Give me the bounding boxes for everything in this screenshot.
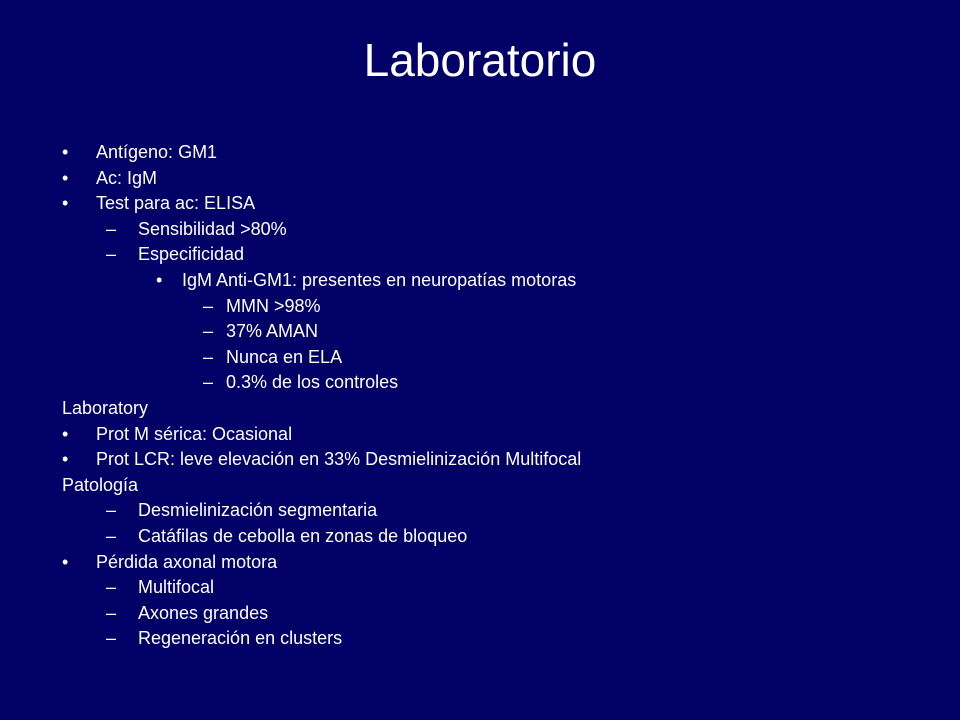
- level4-bullet-text: MMN >98%: [226, 295, 321, 316]
- dash-marker: –: [106, 628, 117, 649]
- dash-marker: –: [106, 526, 117, 546]
- bullet-text: Prot LCR: leve elevación en 33% Desmielinización Multifocal: [96, 449, 582, 470]
- bullet-text: Test para ac: ELISA: [96, 193, 256, 214]
- section-label: Laboratory: [62, 398, 149, 418]
- level4-bullet-text: 0.3% de los controles: [226, 372, 399, 393]
- sub-bullet-text: Desmielinización segmentaria: [138, 500, 378, 521]
- bullet-marker: •: [62, 193, 69, 214]
- bullet-marker: •: [62, 142, 69, 162]
- level4-bullet-text: Nunca en ELA: [226, 346, 343, 367]
- dash-marker: –: [203, 321, 214, 342]
- sub-bullet-text: Axones grandes: [138, 602, 269, 623]
- bullet-marker: •: [62, 449, 69, 470]
- level3-bullet-text: IgM Anti-GM1: presentes en neuropatías motoras: [182, 270, 577, 290]
- bullet-marker: •: [62, 423, 69, 444]
- bullet-marker: •: [62, 551, 69, 572]
- sub-bullet-text: Especificidad: [138, 244, 245, 265]
- slide-title: Laboratorio: [363, 34, 597, 86]
- bullet-text: Pérdida axonal motora: [96, 551, 278, 572]
- dash-marker: –: [106, 577, 117, 598]
- level4-bullet-text: 37% AMAN: [226, 321, 319, 342]
- sub-bullet-text: Multifocal: [138, 577, 215, 598]
- bullet-text: Ac: IgM: [96, 167, 158, 188]
- dash-marker: –: [106, 244, 117, 265]
- bullet-text: Prot M sérica: Ocasional: [96, 423, 293, 444]
- sub-bullet-text: Regeneración en clusters: [138, 628, 343, 649]
- dash-marker: –: [203, 295, 214, 316]
- bullet-marker: •: [62, 167, 69, 188]
- section-label: Patología: [62, 474, 139, 495]
- bullet-text: Antígeno: GM1: [96, 142, 218, 162]
- bullet-marker: •: [156, 270, 163, 290]
- dash-marker: –: [106, 218, 117, 239]
- dash-marker: –: [106, 602, 117, 623]
- dash-marker: –: [203, 346, 214, 367]
- dash-marker: –: [106, 500, 117, 521]
- dash-marker: –: [203, 372, 214, 393]
- sub-bullet-text: Sensibilidad >80%: [138, 218, 287, 239]
- sub-bullet-text: Catáfilas de cebolla en zonas de bloqueo: [138, 526, 468, 546]
